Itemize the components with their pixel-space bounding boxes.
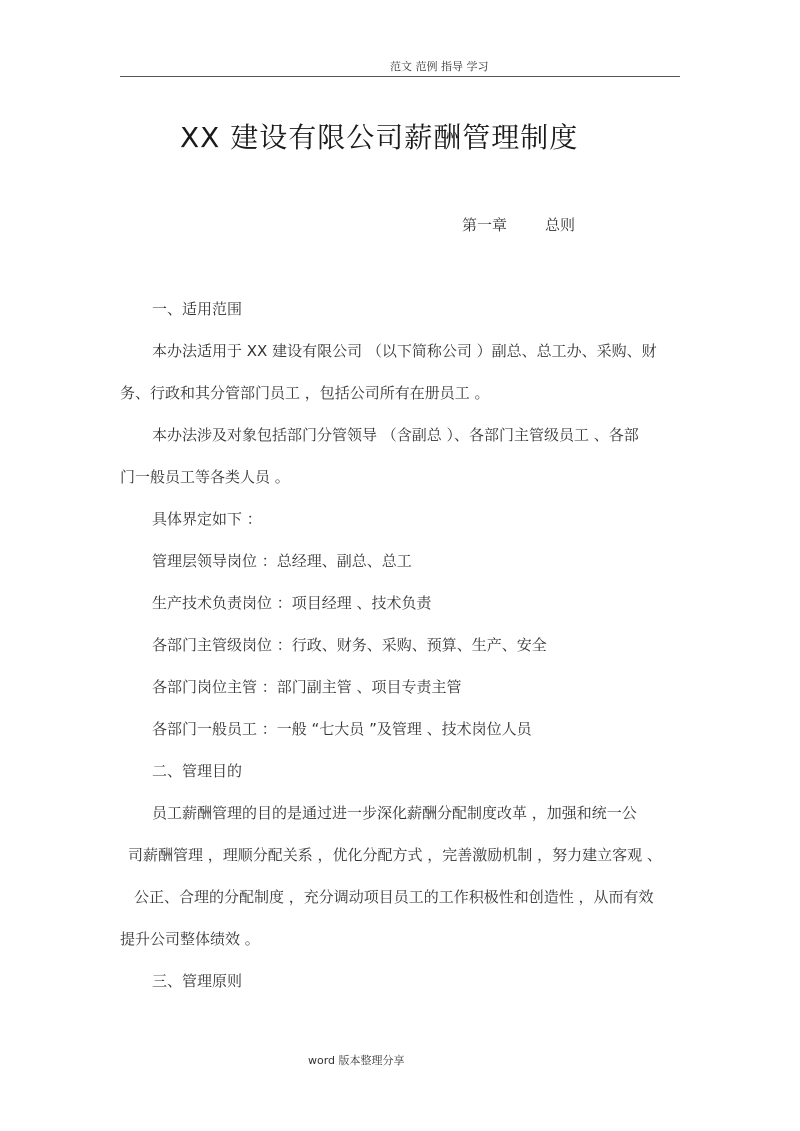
paragraph-line: 员工薪酬管理的目的是通过进一步深化薪酬分配制度改革 ，加强和统一公 xyxy=(152,804,637,822)
section-heading-scope: 一、适用范围 xyxy=(152,300,243,318)
document-title: XX 建设有限公司薪酬管理制度 xyxy=(180,121,579,154)
chapter-number: 第一章 xyxy=(462,216,508,234)
definition-line: 各部门主管级岗位 ：行政、财务、采购、预算、生产、安全 xyxy=(152,636,547,654)
paragraph-line: 公正、合理的分配制度 ，充分调动项目员工的工作积极性和创造性 ，从而有效 xyxy=(134,888,654,906)
paragraph-line: 本办法涉及对象包括部门分管领导 （含副总 ）、各部门主管级员工 、各部 xyxy=(152,426,639,444)
page-footer: word 版本整理分享 xyxy=(308,1054,405,1067)
header-divider xyxy=(120,76,680,77)
paragraph-line: 务、行政和其分管部门员工 ，包括公司所有在册员工 。 xyxy=(120,384,490,402)
paragraph-line: 提升公司整体绩效 。 xyxy=(120,930,260,948)
paragraph-line: 本办法适用于 XX 建设有限公司 （以下简称公司 ）副总、总工办、采购、财 xyxy=(152,342,657,360)
section-heading-principles: 三、管理原则 xyxy=(152,972,243,990)
paragraph-line: 具体界定如下 ： xyxy=(152,510,262,528)
chapter-name: 总则 xyxy=(545,216,576,234)
definition-line: 管理层领导岗位 ：总经理、副总、总工 xyxy=(152,552,412,570)
definition-line: 各部门一般员工 ：一般 “七大员 ”及管理 、技术岗位人员 xyxy=(152,720,532,738)
section-heading-purpose: 二、管理目的 xyxy=(152,762,243,780)
chapter-heading xyxy=(462,214,575,235)
definition-line: 各部门岗位主管 ：部门副主管 、项目专责主管 xyxy=(152,678,462,696)
paragraph-line: 门一般员工等各类人员 。 xyxy=(120,468,290,486)
paragraph-line: 司薪酬管理 ，理顺分配关系 ，优化分配方式 ，完善激励机制 ，努力建立客观 、 xyxy=(128,846,662,864)
page-header: 范文 范例 指导 学习 xyxy=(390,60,489,73)
definition-line: 生产技术负责岗位 ：项目经理 、技术负责 xyxy=(152,594,432,612)
